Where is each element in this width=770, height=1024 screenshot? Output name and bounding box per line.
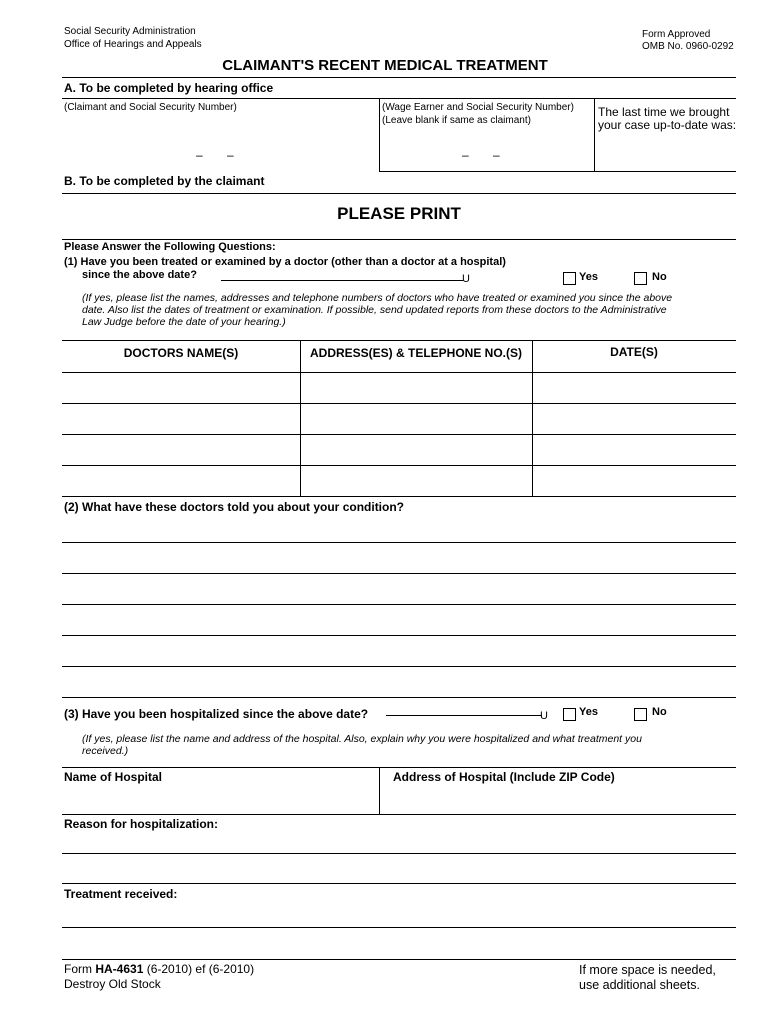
q1-yes-label: Yes xyxy=(579,271,598,283)
treatment-label: Treatment received: xyxy=(64,887,178,901)
reason-label: Reason for hospitalization: xyxy=(64,817,219,831)
destroy-old-stock: Destroy Old Stock xyxy=(64,977,161,991)
section-b-heading: B. To be completed by the claimant xyxy=(64,174,265,188)
please-print: PLEASE PRINT xyxy=(337,204,461,223)
question-3: (3) Have you been hospitalized since the above date? xyxy=(64,707,369,721)
answer-line[interactable] xyxy=(62,927,736,928)
divider xyxy=(379,98,380,171)
wage-earner-label: (Wage Earner and Social Security Number) xyxy=(382,102,574,113)
question-1: (1) Have you been treated or examined by a doctor (other than a doctor at a hospital) xyxy=(64,256,506,268)
divider xyxy=(62,883,736,884)
section-a-heading: A. To be completed by hearing office xyxy=(64,81,274,95)
divider xyxy=(62,193,736,194)
arrow-mark: U xyxy=(540,710,548,722)
answer-line[interactable] xyxy=(62,604,736,605)
answer-line[interactable] xyxy=(62,542,736,543)
ssn-separator: – xyxy=(227,148,234,162)
q1-no-checkbox[interactable] xyxy=(634,272,647,285)
q1-instructions-3: Law Judge before the date of your hearing.) xyxy=(82,316,286,328)
q3-yes-checkbox[interactable] xyxy=(563,708,576,721)
column-header-address: ADDRESS(ES) & TELEPHONE NO.(S) xyxy=(309,346,522,360)
answer-line[interactable] xyxy=(62,853,736,854)
divider xyxy=(62,767,736,768)
q3-no-checkbox[interactable] xyxy=(634,708,647,721)
form-prefix: Form xyxy=(64,962,96,976)
answer-line[interactable] xyxy=(62,666,736,667)
q1-instructions-2: date. Also list the dates of treatment or examination. If possible, send updated reports from these doctors to the Administrative xyxy=(82,304,667,316)
table-column-divider xyxy=(300,340,301,496)
question-1-continued: since the above date? xyxy=(82,269,197,281)
table-border xyxy=(62,340,736,341)
ssn-separator: – xyxy=(493,148,500,162)
ssn-separator: – xyxy=(462,148,469,162)
table-row-line xyxy=(62,403,736,404)
divider xyxy=(379,767,380,814)
answer-line[interactable] xyxy=(62,573,736,574)
answer-line[interactable] xyxy=(62,697,736,698)
last-time-line-1: The last time we brought xyxy=(598,105,730,119)
answer-heading: Please Answer the Following Questions: xyxy=(64,241,276,253)
last-time-line-2: your case up-to-date was: xyxy=(598,118,737,132)
q3-instructions-1: (If yes, please list the name and address of the hospital. Also, explain why you were hospitalized and what treatment you xyxy=(82,733,642,745)
omb-number: OMB No. 0960-0292 xyxy=(642,41,734,52)
q1-no-label: No xyxy=(652,271,667,283)
table-row-line xyxy=(62,496,736,497)
divider xyxy=(62,959,736,960)
wage-earner-note: (Leave blank if same as claimant) xyxy=(382,115,531,126)
divider xyxy=(62,814,736,815)
arrow-mark: U xyxy=(462,273,470,285)
q3-no-label: No xyxy=(652,706,667,718)
form-number xyxy=(64,962,254,976)
q1-instructions-1: (If yes, please list the names, addresses and telephone numbers of doctors who have treated or examined you since the above xyxy=(82,292,673,304)
q3-yes-label: Yes xyxy=(579,706,598,718)
claimant-ssn-label: (Claimant and Social Security Number) xyxy=(64,102,237,113)
ssn-separator: – xyxy=(196,148,203,162)
table-row-line xyxy=(62,372,736,373)
entry-line xyxy=(386,715,542,716)
divider xyxy=(62,239,736,240)
table-column-divider xyxy=(532,340,533,496)
q1-yes-checkbox[interactable] xyxy=(563,272,576,285)
form-edition: (6-2010) ef (6-2010) xyxy=(143,962,255,976)
form-title: CLAIMANT'S RECENT MEDICAL TREATMENT xyxy=(222,57,548,74)
divider xyxy=(62,98,736,99)
answer-line[interactable] xyxy=(62,635,736,636)
column-header-doctors: DOCTORS NAME(S) xyxy=(123,346,239,360)
divider xyxy=(379,171,736,172)
agency-line-2: Office of Hearings and Appeals xyxy=(64,39,202,50)
entry-line xyxy=(221,280,463,281)
hospital-name-label: Name of Hospital xyxy=(64,770,163,784)
divider xyxy=(62,77,736,78)
form-approved: Form Approved xyxy=(642,29,711,40)
more-space-line-1: If more space is needed, xyxy=(579,963,716,977)
form-id: HA-4631 xyxy=(95,962,144,976)
divider xyxy=(594,98,595,171)
question-2: (2) What have these doctors told you about your condition? xyxy=(64,500,405,514)
table-row-line xyxy=(62,465,736,466)
hospital-address-label: Address of Hospital (Include ZIP Code) xyxy=(393,770,615,784)
column-header-dates: DATE(S) xyxy=(610,345,658,359)
agency-line-1: Social Security Administration xyxy=(64,26,196,37)
q3-instructions-2: received.) xyxy=(82,745,129,757)
more-space-line-2: use additional sheets. xyxy=(579,978,700,992)
table-row-line xyxy=(62,434,736,435)
